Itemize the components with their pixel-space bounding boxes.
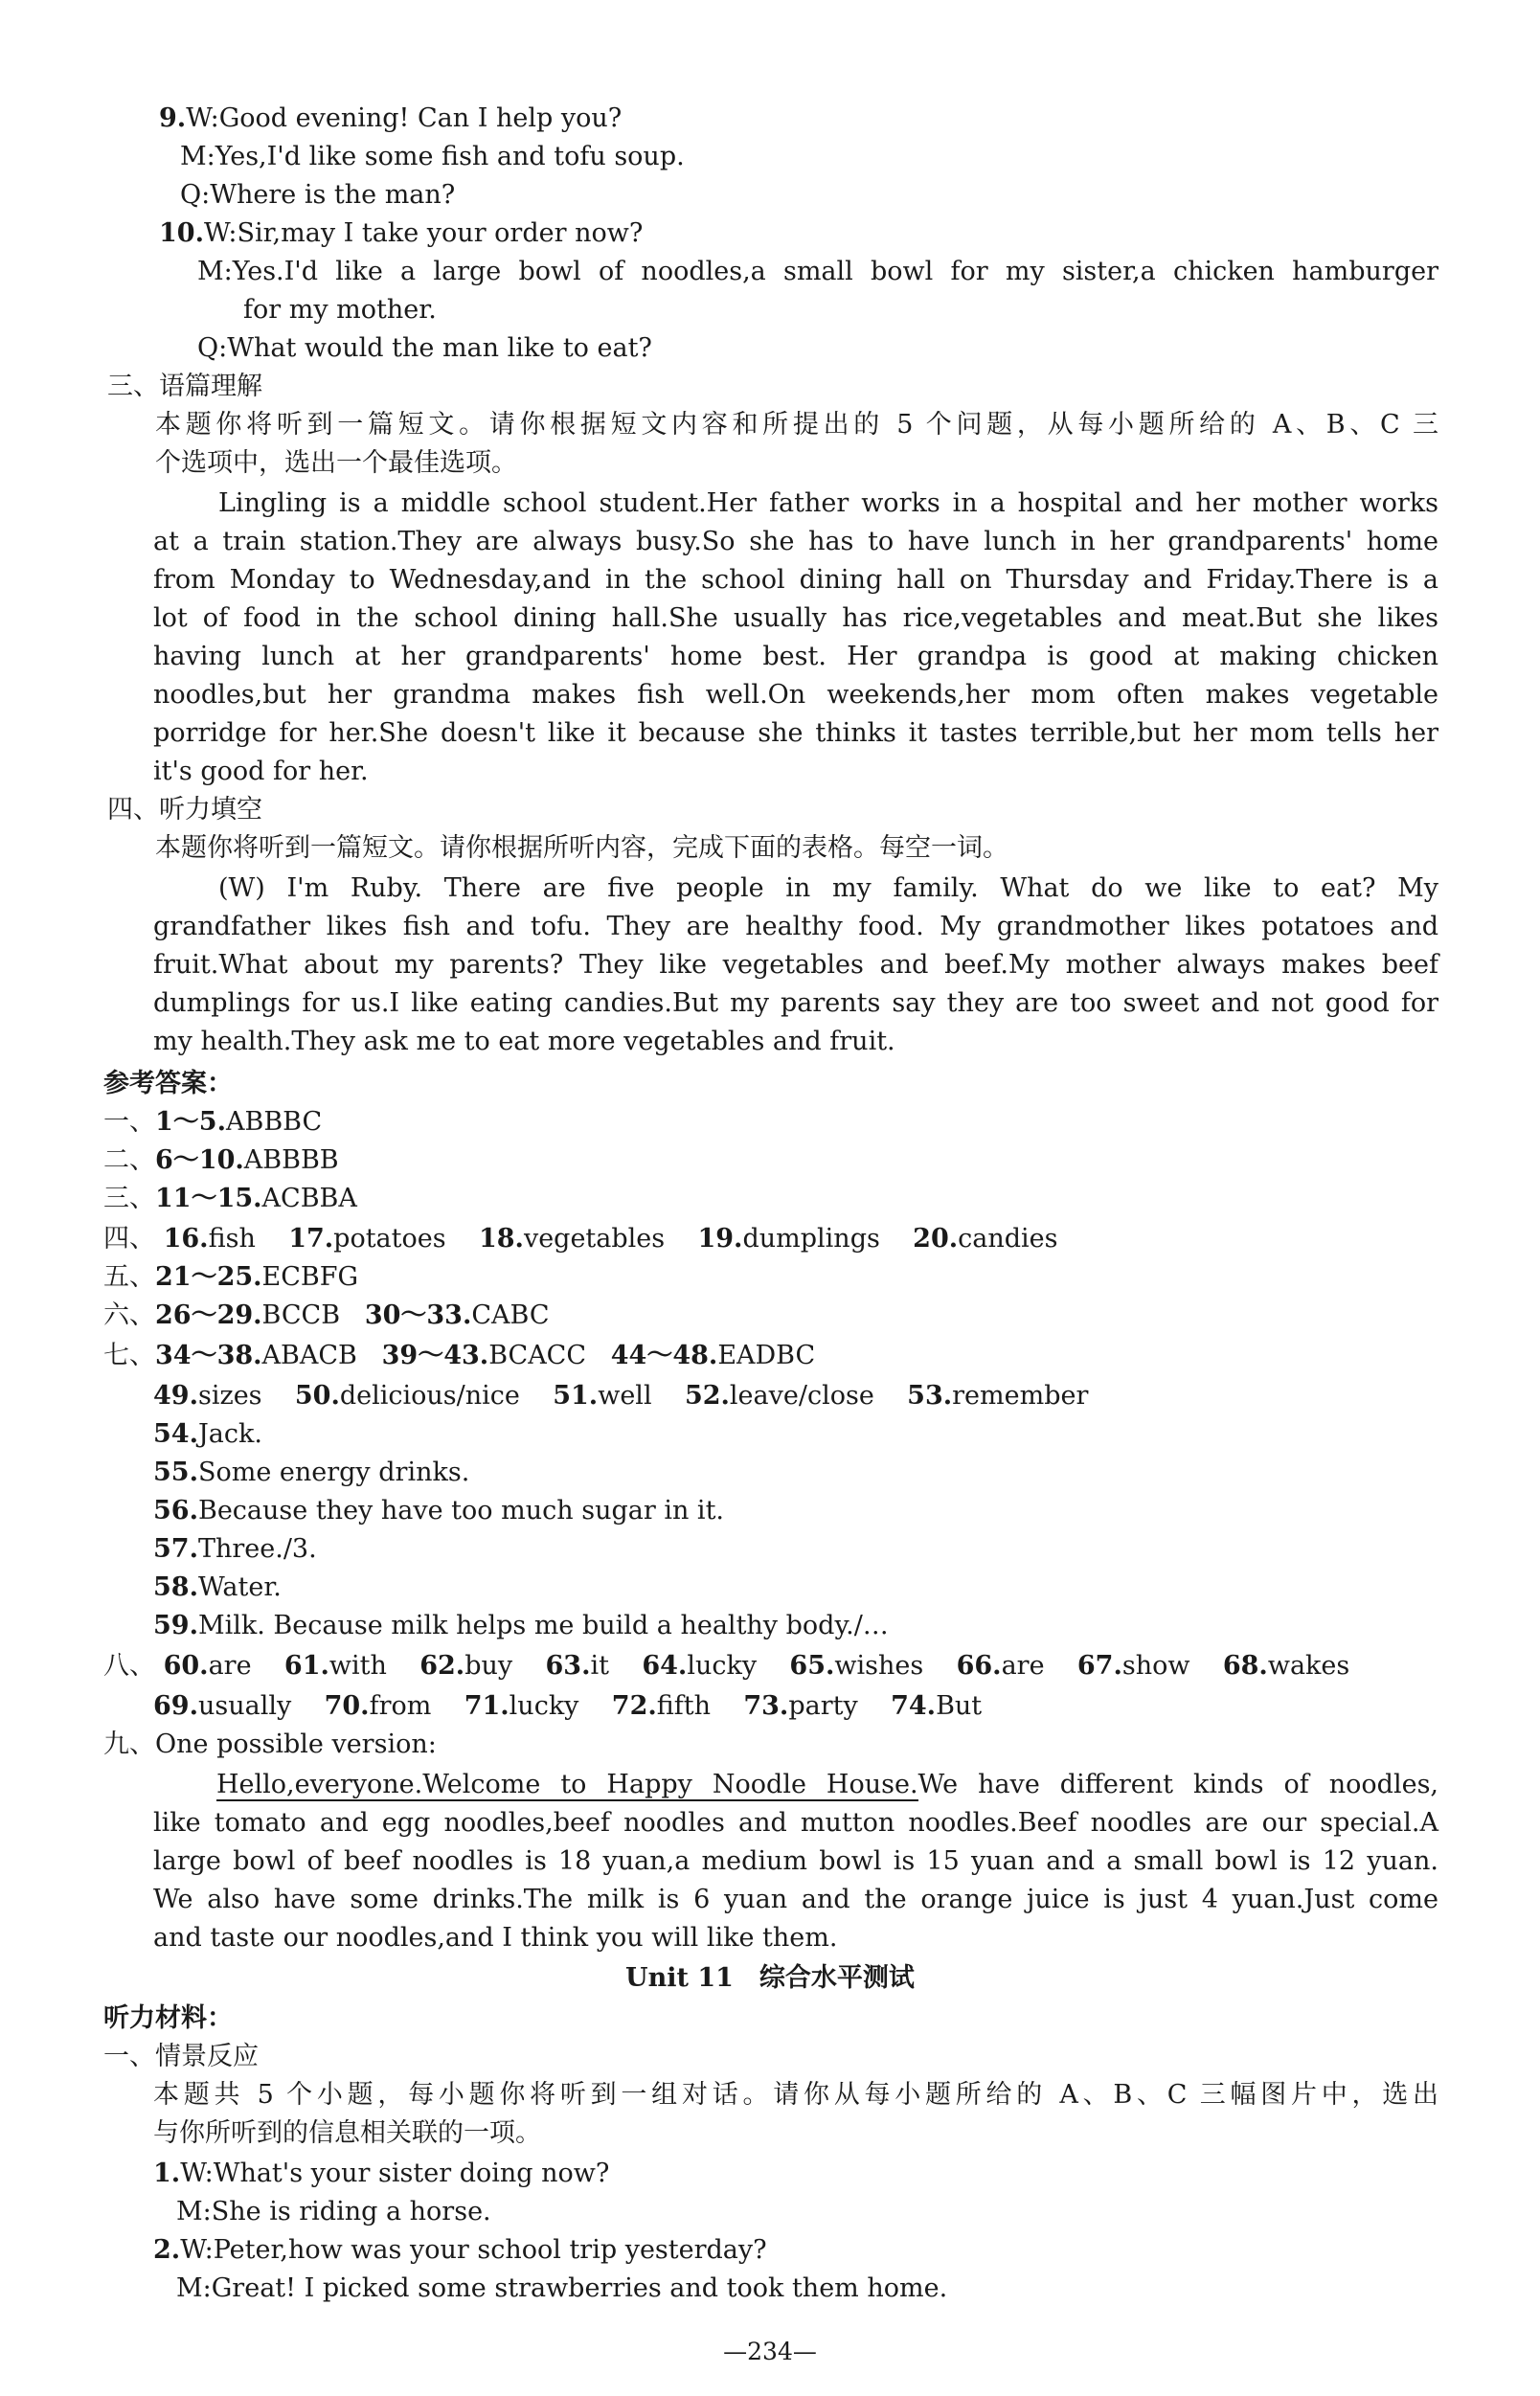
essay-line: like tomato and egg noodles,beef noodles and mutton noodles.Beef noodles are our special.A <box>153 1808 1438 1838</box>
answer-line-5: 五、21～25.ECBFG <box>103 1262 359 1292</box>
unit11-q1-m: M:She is riding a horse. <box>176 2197 491 2226</box>
essay-line: large bowl of beef noodles is 18 yuan,a medium bowl is 15 yuan and a small bowl is 12 yuan. <box>153 1846 1438 1876</box>
q9-m-line: M:Yes,I'd like some fish and tofu soup. <box>180 142 685 171</box>
unit11-instruction-2: 与你所听到的信息相关联的一项。 <box>153 2118 541 2148</box>
q9-q-line: Q:Where is the man? <box>180 180 456 210</box>
answer-line-7b: 49.sizes 50.delicious/nice 51.well 52.leave/close 53.remember <box>153 1381 1089 1411</box>
q10-m-line-1: M:Yes.I'd like a large bowl of noodles,a small bowl for my sister,a chicken hamburger <box>197 257 1438 286</box>
q10-q-line: Q:What would the man like to eat? <box>197 333 652 363</box>
q10-number: 10. <box>159 218 204 248</box>
answer-line-2: 二、6～10.ABBBB <box>103 1145 339 1175</box>
q9-number: 9. <box>159 103 187 133</box>
section3-passage-line: noodles,but her grandma makes fish well.On weekends,her mom often makes vegetable <box>153 680 1438 710</box>
unit11-section1-heading: 一、情景反应 <box>103 2042 259 2071</box>
section4-instruction: 本题你将听到一篇短文。请你根据所听内容，完成下面的表格。每空一词。 <box>155 833 1008 863</box>
section4-heading: 四、听力填空 <box>107 795 262 825</box>
q10-m-line-2: for my mother. <box>243 295 437 325</box>
unit11-q2-w: 2.W:Peter,how was your school trip yesterday? <box>153 2235 767 2265</box>
section4-passage-line: (W) I'm Ruby. There are five people in my family. What do we like to eat? My <box>218 873 1438 903</box>
section4-passage-line: fruit.What about my parents? They like vegetables and beef.My mother always makes beef <box>153 950 1438 980</box>
answer-line-8: 八、 60.are 61.with 62.buy 63.it 64.lucky 65.wishes 66.are 67.show 68.wakes <box>103 1651 1350 1681</box>
section3-passage-line: Lingling is a middle school student.Her father works in a hospital and her mother works <box>218 488 1438 518</box>
answer-line-3: 三、11～15.ACBBA <box>103 1184 357 1213</box>
essay-line-1: Hello,everyone.Welcome to Happy Noodle House.We have different kinds of noodles, <box>216 1770 1439 1799</box>
unit-title: Unit 11 综合水平测试 <box>625 1963 915 1993</box>
section3-passage-line: having lunch at her grandparents' home best. Her grandpa is good at making chicken <box>153 642 1438 671</box>
q9-w-line <box>159 100 1540 138</box>
q10-w: W:Sir,may I take your order now? <box>203 218 644 248</box>
answer-58: 58.Water. <box>153 1572 282 1602</box>
section3-passage-line: porridge for her.She doesn't like it because she thinks it tastes terrible,but her mom tells her <box>153 718 1438 748</box>
q9-w: W:Good evening! Can I help you? <box>186 103 623 133</box>
section3-heading: 三、语篇理解 <box>107 372 262 401</box>
essay-underlined-opening: Hello,everyone.Welcome to Happy Noodle House. <box>216 1770 918 1799</box>
section3-passage-line: it's good for her. <box>153 757 369 786</box>
section3-passage-line: from Monday to Wednesday,and in the school dining hall on Thursday and Friday.There is a <box>153 565 1438 595</box>
answer-line-7: 七、34～38.ABACB 39～43.BCACC 44～48.EADBC <box>103 1341 816 1370</box>
section3-instruction-1: 本题你将听到一篇短文。请你根据短文内容和所提出的 5 个问题，从每小题所给的 A、B、C 三 <box>155 410 1438 440</box>
answer-55: 55.Some energy drinks. <box>153 1458 470 1487</box>
answer-line-6: 六、26～29.BCCB 30～33.CABC <box>103 1300 550 1330</box>
answers-heading: 参考答案： <box>103 1069 233 1098</box>
essay-line: We also have some drinks.The milk is 6 yuan and the orange juice is just 4 yuan.Just come <box>153 1885 1438 1914</box>
section4-passage-line: grandfather likes fish and tofu. They are healthy food. My grandmother likes potatoes and <box>153 912 1438 941</box>
section3-instruction-2: 个选项中，选出一个最佳选项。 <box>155 448 517 478</box>
answer-line-1: 一、1～5.ABBBC <box>103 1107 323 1137</box>
section3-passage-line: at a train station.They are always busy.So she has to have lunch in her grandparents' home <box>153 527 1438 556</box>
answer-line-8b: 69.usually 70.from 71.lucky 72.fifth 73.party 74.But <box>153 1691 983 1721</box>
listening-materials-heading: 听力材料： <box>103 2003 233 2033</box>
unit11-q1-w: 1.W:What's your sister doing now? <box>153 2159 610 2188</box>
page-number: —234— <box>723 2338 817 2365</box>
answer-line-4: 四、 16.fish 17.potatoes 18.vegetables 19.dumplings 20.candies <box>103 1224 1058 1254</box>
section4-passage-line: dumplings for us.I like eating candies.But my parents say they are too sweet and not good for <box>153 988 1438 1018</box>
essay-line: and taste our noodles,and I think you will like them. <box>153 1923 838 1953</box>
section3-passage-line: lot of food in the school dining hall.She usually has rice,vegetables and meat.But she likes <box>153 603 1438 633</box>
unit11-instruction-1: 本题共 5 个小题，每小题你将听到一组对话。请你从每小题所给的 A、B、C 三幅图片中，选出 <box>153 2080 1438 2110</box>
answer-57: 57.Three./3. <box>153 1534 317 1564</box>
answer-59: 59.Milk. Because milk helps me build a healthy body./… <box>153 1611 889 1640</box>
answer-56: 56.Because they have too much sugar in it. <box>153 1496 725 1526</box>
answer-54: 54.Jack. <box>153 1419 262 1449</box>
answer-line-9: 九、One possible version: <box>103 1729 437 1759</box>
unit11-q2-m: M:Great! I picked some strawberries and took them home. <box>176 2273 948 2303</box>
q10-w-line <box>159 215 1540 253</box>
section4-passage-line: my health.They ask me to eat more vegetables and fruit. <box>153 1027 895 1056</box>
